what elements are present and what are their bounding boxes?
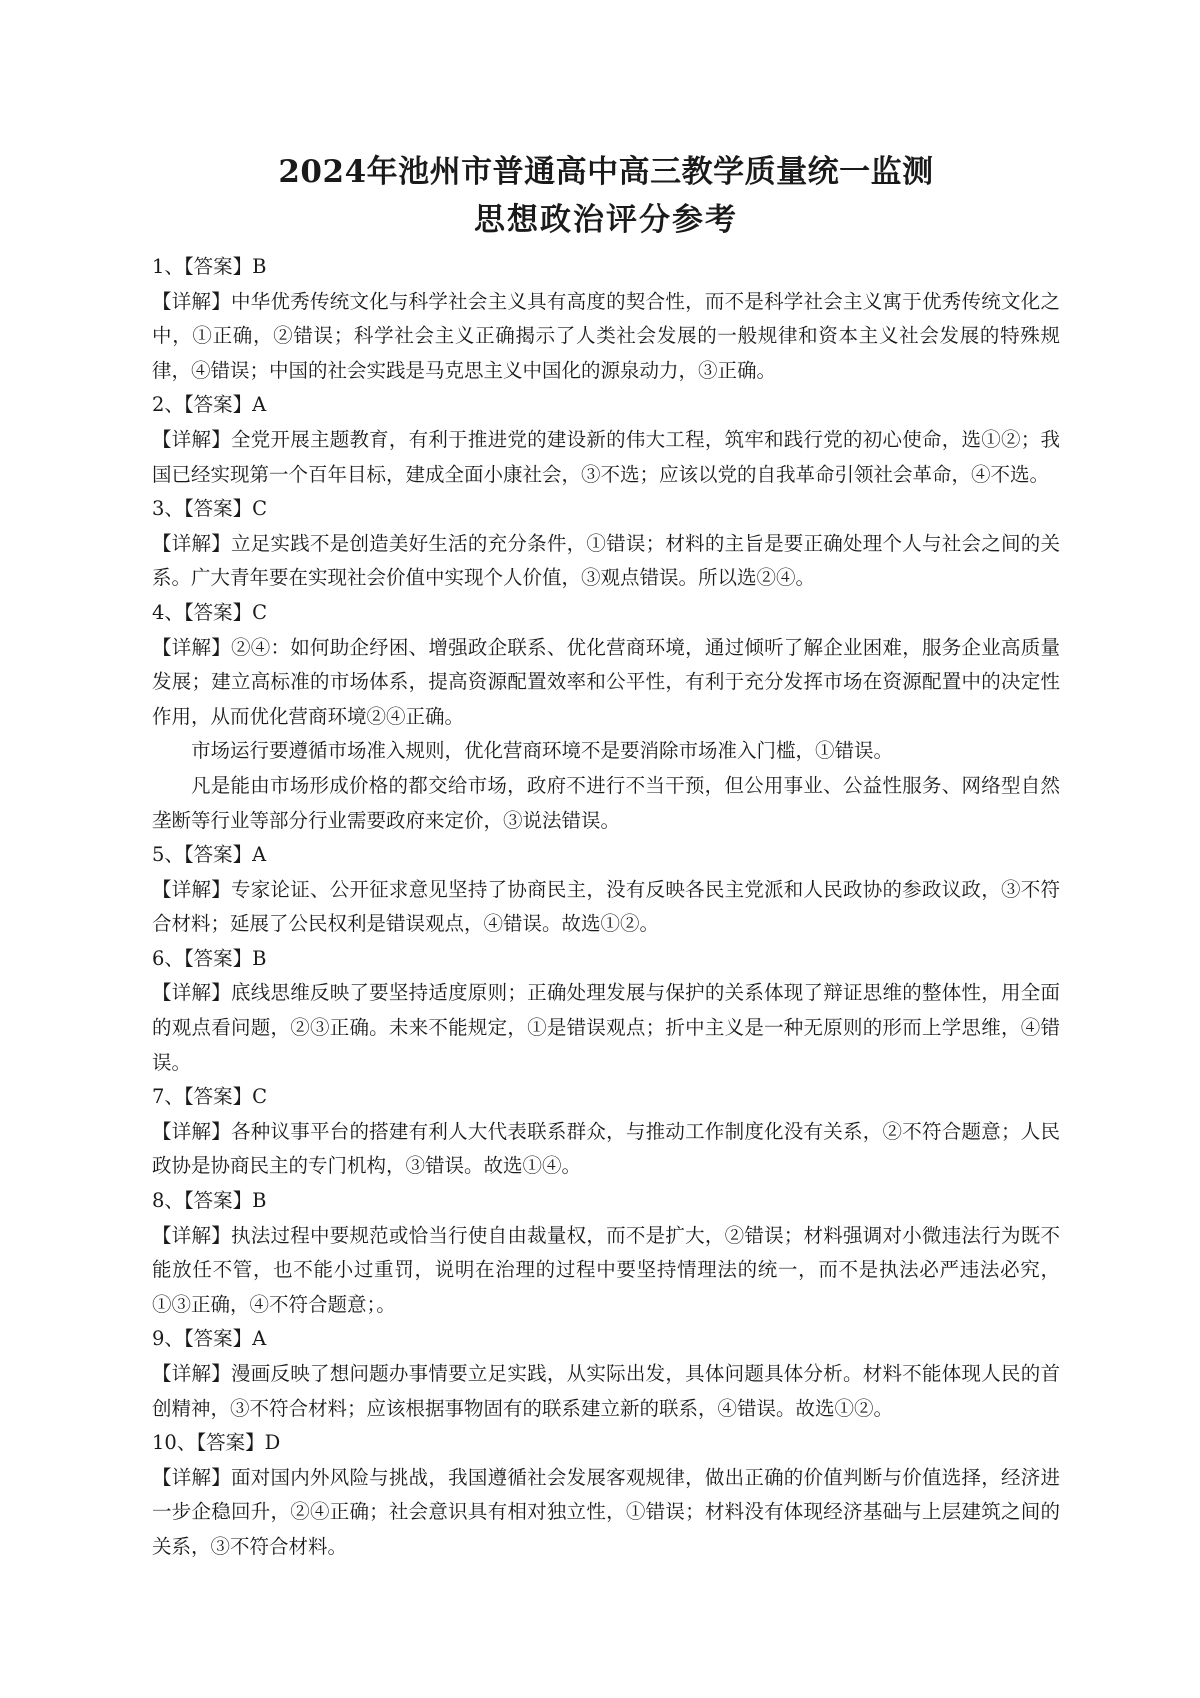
answer-explanation-6: 【详解】底线思维反映了要坚持适度原则；正确处理发展与保护的关系体现了辩证思维的整体性，用全面的观点看问题，②③正确。未来不能规定，①是错误观点；折中主义是一种无原则的形而上学思维，④错误。	[152, 981, 1060, 1074]
document-title: 2024年池州市普通高中高三教学质量统一监测	[278, 154, 934, 190]
answer-explanation-1: 【详解】中华优秀传统文化与科学社会主义具有高度的契合性，而不是科学社会主义寓于优秀传统文化之中，①正确，②错误；科学社会主义正确揭示了人类社会发展的一般规律和资本主义社会发展的特殊规律，④错误；中国的社会实践是马克思主义中国化的源泉动力，③正确。	[152, 289, 1060, 382]
answer-key-6: 6、【答案】B	[152, 946, 267, 970]
answer-key-7: 7、【答案】C	[152, 1085, 268, 1109]
answer-explanation-8: 【详解】执法过程中要规范或恰当行使自由裁量权，而不是扩大，②错误；材料强调对小微违法行为既不能放任不管，也不能小过重罚，说明在治理的过程中要坚持情理法的统一，而不是执法必严违法必究，①③正确，④不符合题意；。	[152, 1223, 1060, 1316]
answer-item-6	[152, 942, 1060, 1080]
answer-key-10: 10、【答案】D	[152, 1431, 281, 1455]
answer-explanation-4: 【详解】②④：如何助企纾困、增强政企联系、优化营商环境，通过倾听了解企业困难，服务企业高质量发展；建立高标准的市场体系，提高资源配置效率和公平性，有利于充分发挥市场在资源配置中的决定性作用，从而优化营商环境②④正确。	[152, 635, 1060, 728]
answer-key-3: 3、【答案】C	[152, 497, 268, 521]
answer-key-2: 2、【答案】A	[152, 393, 267, 417]
answer-explanation-7: 【详解】各种议事平台的搭建有利人大代表联系群众，与推动工作制度化没有关系，②不符合题意；人民政协是协商民主的专门机构，③错误。故选①④。	[152, 1119, 1060, 1178]
answer-explanation-3: 【详解】立足实践不是创造美好生活的充分条件，①错误；材料的主旨是要正确处理个人与社会之间的关系。广大青年要在实现社会价值中实现个人价值，③观点错误。所以选②④。	[152, 531, 1060, 590]
answer-item-1	[152, 250, 1060, 388]
answer-explanation-4-para-3: 凡是能由市场形成价格的都交给市场，政府不进行不当干预，但公用事业、公益性服务、网络型自然垄断等行业等部分行业需要政府来定价，③说法错误。	[152, 773, 1060, 832]
answer-key-4: 4、【答案】C	[152, 600, 268, 624]
answer-item-3	[152, 492, 1060, 596]
answer-key-8: 8、【答案】B	[152, 1189, 267, 1213]
answer-explanation-9: 【详解】漫画反映了想问题办事情要立足实践，从实际出发，具体问题具体分析。材料不能体现人民的首创精神，③不符合材料；应该根据事物固有的联系建立新的联系，④错误。故选①②。	[152, 1362, 1060, 1420]
answer-item-2	[152, 388, 1060, 492]
document-subtitle: 思想政治评分参考	[474, 202, 738, 238]
answer-item-10	[152, 1426, 1060, 1564]
answer-item-5	[152, 838, 1060, 942]
answer-item-7	[152, 1080, 1060, 1184]
answer-explanation-10: 【详解】面对国内外风险与挑战，我国遵循社会发展客观规律，做出正确的价值判断与价值选择，经济进一步企稳回升，②④正确；社会意识具有相对独立性，①错误；材料没有体现经济基础与上层建筑之间的关系，③不符合材料。	[152, 1465, 1060, 1558]
answer-key-5: 5、【答案】A	[152, 843, 267, 867]
answer-key-9: 9、【答案】A	[152, 1327, 267, 1351]
answer-item-8	[152, 1184, 1060, 1322]
answer-key-1: 1、【答案】B	[152, 255, 267, 278]
answer-item-9	[152, 1322, 1060, 1426]
answer-explanation-5: 【详解】专家论证、公开征求意见坚持了协商民主，没有反映各民主党派和人民政协的参政议政，③不符合材料；延展了公民权利是错误观点，④错误。故选①②。	[152, 877, 1060, 936]
answer-explanation-4-para-2: 市场运行要遵循市场准入规则，优化营商环境不是要消除市场准入门槛，①错误。	[191, 739, 894, 763]
answer-item-4	[152, 596, 1060, 838]
answer-explanation-2: 【详解】全党开展主题教育，有利于推进党的建设新的伟大工程，筑牢和践行党的初心使命，选①②；我国已经实现第一个百年目标，建成全面小康社会，③不选；应该以党的自我革命引领社会革命，④不选。	[152, 427, 1060, 486]
